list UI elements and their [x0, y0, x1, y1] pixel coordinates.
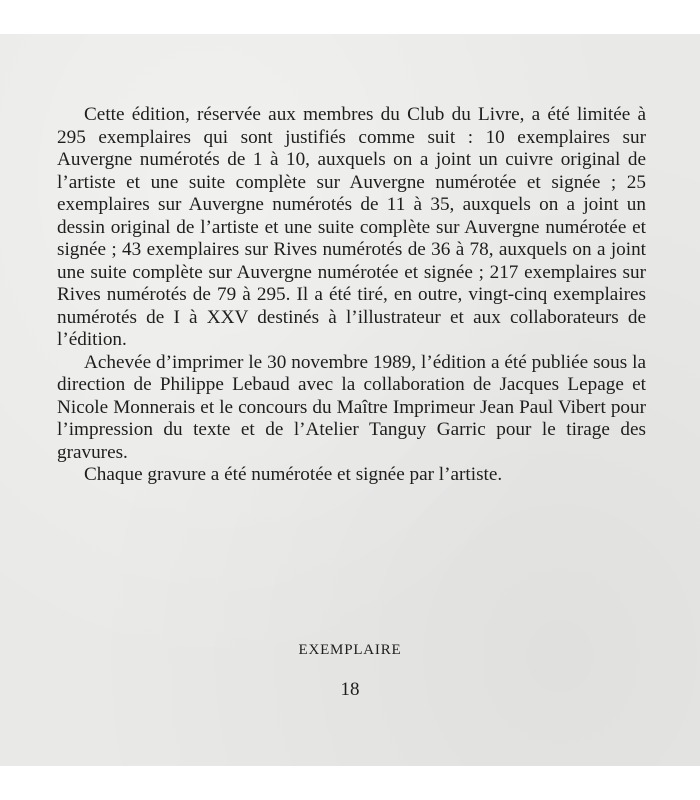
- justification-paragraph: Cette édition, réservée aux membres du Club du Livre, a été limitée à 295 exemplaires qui sont justifiés comme suit : 10 exemplaires sur Auvergne numérotés de 1 à 10, auxquels on a joint un cuivre original de l’artiste et une suite complète sur Auvergne numérotée et signée ; 25 exemplaires sur Auvergne numérotés de 11 à 35, auxquels on a joint un dessin original de l’artiste et une suite complète sur Auvergne numérotée et signée ; 43 exemplaires sur Rives numérotés de 36 à 78, auxquels on a joint une suite complète sur Auvergne numérotée et signée ; 217 exemplaires sur Rives numérotés de 79 à 295. Il a été tiré, en outre, vingt-cinq exemplaires numérotés de I à XXV destinés à l’illustrateur et aux collaborateurs de l’édition.: [57, 104, 646, 350]
- colophon-page: [0, 34, 700, 766]
- signature-note-paragraph: Chaque gravure a été numérotée et signée par l’artiste.: [84, 464, 503, 485]
- printing-credits-paragraph: Achevée d’imprimer le 30 novembre 1989, l’édition a été publiée sous la direction de Philippe Lebaud avec la collaboration de Jacques Lepage et Nicole Monnerais et le concours du Maître Imprimeur Jean Paul Vibert pour l’impression du texte et de l’Atelier Tanguy Garric pour le tirage des gravures.: [57, 351, 646, 463]
- colophon-text: [57, 104, 646, 487]
- exemplaire-number: 18: [340, 679, 360, 700]
- exemplaire-label: EXEMPLAIRE: [298, 642, 402, 658]
